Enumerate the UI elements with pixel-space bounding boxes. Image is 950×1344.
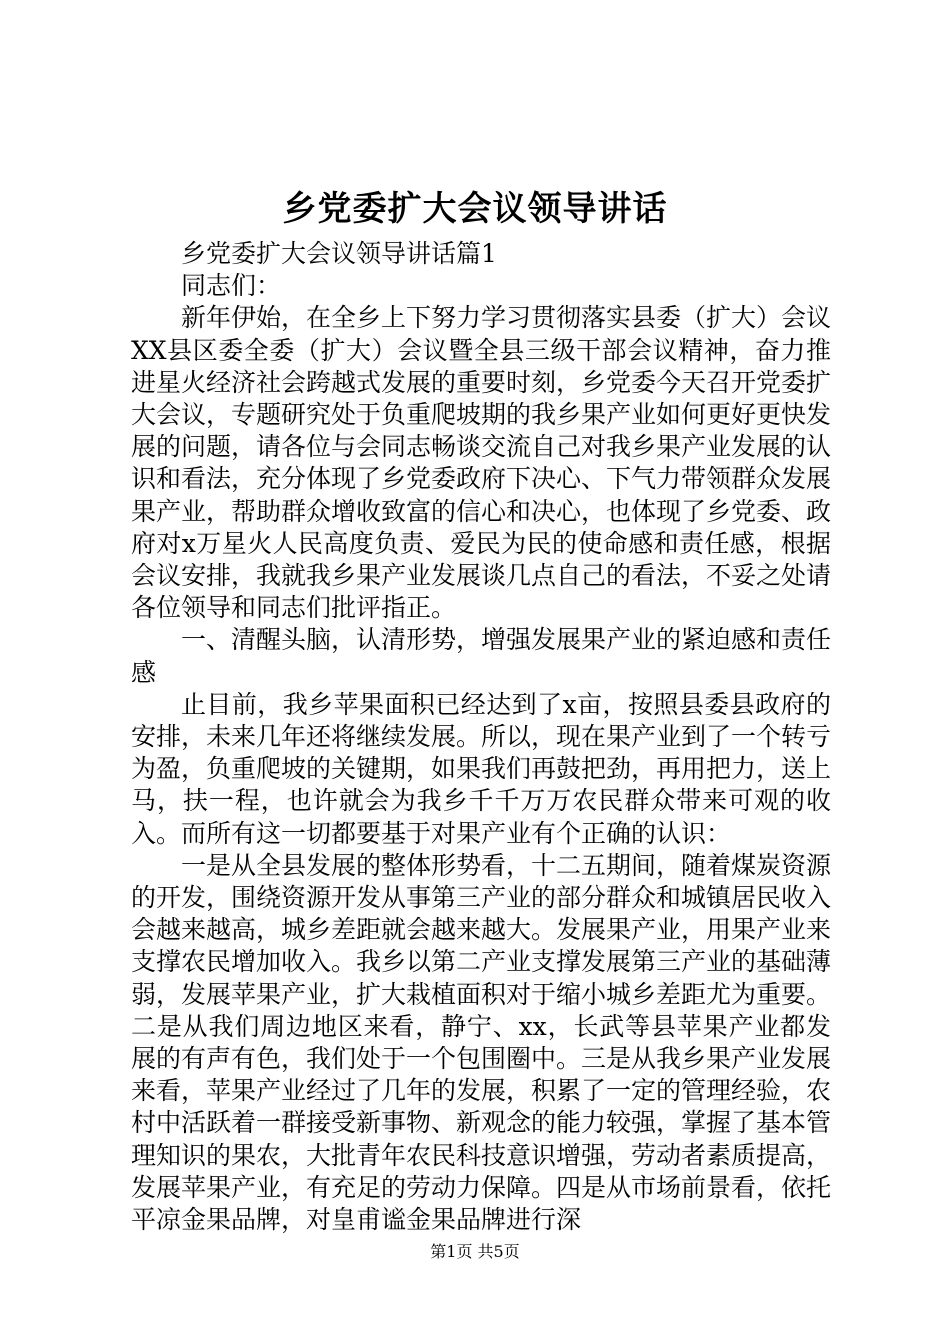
subheading: 一、清醒头脑，认清形势，增强发展果产业的紧迫感和责任感	[131, 625, 832, 687]
section-heading: 乡党委扩大会议领导讲话篇1	[181, 239, 497, 268]
body-paragraph: 新年伊始，在全乡上下努力学习贯彻落实县委（扩大）会议XX县区委全委（扩大）会议暨全县三级干部会议精神，奋力推进星火经济社会跨越式发展的重要时刻，乡党委今天召开党委扩大会议，专题研究处于负重爬坡期的我乡果产业如何更好更快发展的问题，请各位与会同志畅谈交流自己对我乡果产业发展的认识和看法，充分体现了乡党委政府下决心、下气力带领群众发展果产业，帮助群众增收致富的信心和决心，也体现了乡党委、政府对x万星火人民高度负责、爱民为民的使命感和责任感，根据会议安排，我就我乡果产业发展谈几点自己的看法，不妥之处请各位领导和同志们批评指正。	[131, 303, 832, 623]
body-paragraph: 一是从全县发展的整体形势看，十二五期间，随着煤炭资源的开发，围绕资源开发从事第三产业的部分群众和城镇居民收入会越来越高，城乡差距就会越来越大。发展果产业，用果产业来支撑农民增加收入。我乡以第二产业支撑发展第三产业的基础薄弱，发展苹果产业，扩大栽植面积对于缩小城乡差距尤为重要。二是从我们周边地区来看，静宁、xx，长武等县苹果产业都发展的有声有色，我们处于一个包围圈中。三是从我乡果产业发展来看，苹果产业经过了几年的发展，积累了一定的管理经验，农村中活跃着一群接受新事物、新观念的能力较强，掌握了基本管理知识的果农，大批青年农民科技意识增强，劳动者素质提高，发展苹果产业，有充足的劳动力保障。四是从市场前景看，依托平凉金果品牌，对皇甫谧金果品牌进行深	[131, 850, 832, 1235]
page-number: 第1页 共5页	[430, 1242, 520, 1261]
document-title: 乡党委扩大会议领导讲话	[282, 189, 668, 229]
document-body	[131, 238, 831, 1236]
body-paragraph: 止目前，我乡苹果面积已经达到了x亩，按照县委县政府的安排，未来几年还将继续发展。所以，现在果产业到了一个转亏为盈，负重爬坡的关键期，如果我们再鼓把劲，再用把力，送上马，扶一程，也许就会为我乡千千万万农民群众带来可观的收入。而所有这一切都要基于对果产业有个正确的认识：	[131, 689, 832, 848]
salutation: 同志们：	[181, 271, 282, 301]
